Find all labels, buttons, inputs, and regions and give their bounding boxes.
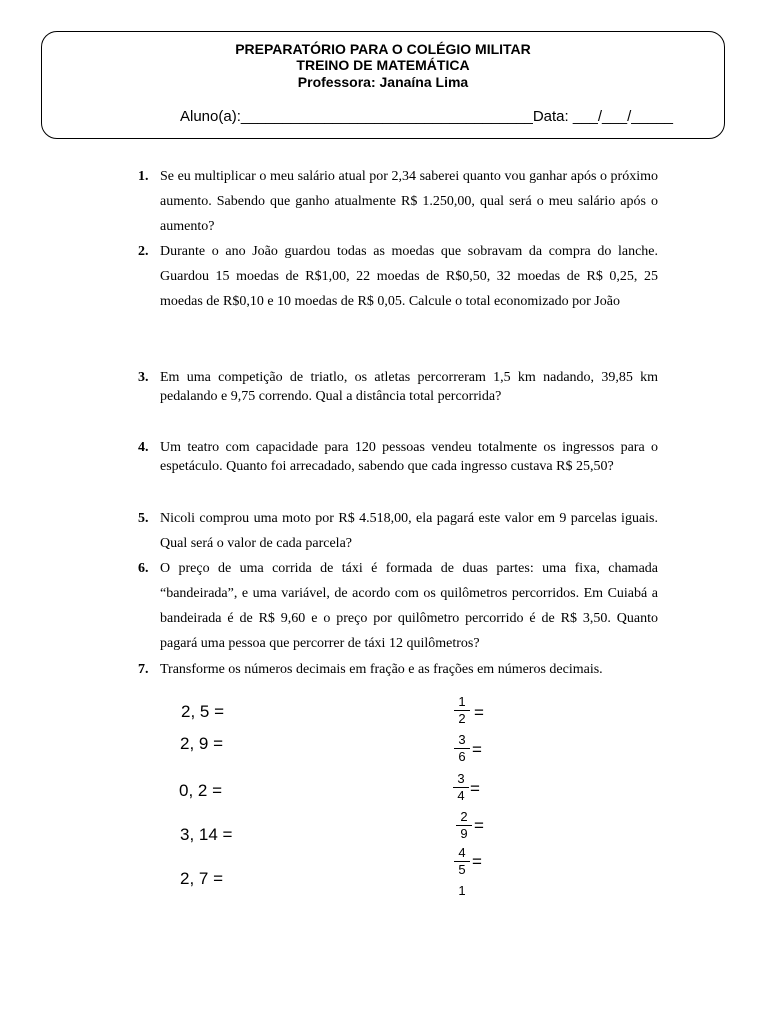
header-subtitle: TREINO DE MATEMÁTICA	[296, 57, 470, 73]
question-number: 2.	[138, 244, 149, 259]
question-number: 1.	[138, 169, 149, 184]
decimal-exercise: 0, 2 =	[179, 781, 223, 800]
fraction-numerator: 2	[460, 809, 468, 824]
fraction	[454, 733, 470, 764]
fraction	[456, 810, 472, 841]
question-text: Nicoli comprou uma moto por R$ 4.518,00, ela pagará este valor em 9 parcelas iguais. Qual será o valor de cada parcela?	[160, 511, 658, 551]
question-text: Transforme os números decimais em fração e as frações em números decimais.	[160, 662, 603, 677]
question-text: Em uma competição de triatlo, os atletas percorreram 1,5 km nadando, 39,85 km pedalando e 9,75 correndo. Qual a distância total percorrida?	[160, 370, 658, 404]
equals-sign: =	[474, 816, 484, 835]
question-text: Durante o ano João guardou todas as moedas que sobravam da compra do lanche. Guardou 15 moedas de R$1,00, 22 moedas de R$0,50, 32 moedas de R$ 0,25, 25 moedas de R$0,10 e 10 moedas de R$ 0,05. Calcule o total economizado por João	[160, 244, 658, 309]
question-text: O preço de uma corrida de táxi é formada de duas partes: uma fixa, chamada “bandeirada”, e uma variável, de acordo com os quilômetros percorridos. Em Cuiabá a bandeirada é de R$ 9,60 e o preço por quilômetro percorrido é de R$ 3,50. Quanto pagará uma pessoa que percorrer de táxi 12 quilômetros?	[160, 561, 658, 651]
question-number: 4.	[138, 440, 149, 455]
student-name-date-line[interactable]: Aluno(a):___________________________________Data: ___/___/_____	[180, 108, 673, 125]
question-number: 3.	[138, 370, 149, 385]
fraction-denominator: 9	[460, 826, 468, 841]
fraction-denominator: 2	[458, 711, 466, 726]
question-number: 7.	[138, 662, 149, 677]
question-number: 6.	[138, 561, 149, 576]
fraction-numerator-trailing: 1	[458, 883, 466, 898]
header-box	[41, 31, 725, 139]
fraction	[454, 846, 470, 877]
question-text: Se eu multiplicar o meu salário atual por 2,34 saberei quanto vou ganhar após o próximo aumento. Sabendo que ganho atualmente R$ 1.250,00, qual será o meu salário após o aumento?	[160, 169, 658, 234]
decimal-exercise: 2, 5 =	[181, 702, 225, 721]
fraction	[454, 695, 470, 726]
fraction-numerator: 4	[458, 845, 466, 860]
equals-sign: =	[470, 779, 480, 798]
fraction-numerator: 3	[457, 771, 465, 786]
fraction-numerator: 3	[458, 732, 466, 747]
header-teacher: Professora: Janaína Lima	[297, 74, 469, 90]
fraction-denominator: 4	[457, 788, 465, 803]
equals-sign: =	[472, 740, 482, 759]
equals-sign: =	[474, 703, 484, 722]
header-title: PREPARATÓRIO PARA O COLÉGIO MILITAR	[235, 41, 531, 57]
fraction-numerator: 1	[458, 694, 466, 709]
decimal-exercise: 2, 9 =	[180, 734, 224, 753]
decimal-exercise: 3, 14 =	[180, 825, 233, 844]
fraction-denominator: 6	[458, 749, 466, 764]
question-number: 5.	[138, 511, 149, 526]
fraction-denominator: 5	[458, 862, 466, 877]
equals-sign: =	[472, 852, 482, 871]
fraction	[453, 772, 469, 803]
decimal-exercise: 2, 7 =	[180, 869, 224, 888]
question-text: Um teatro com capacidade para 120 pessoas vendeu totalmente os ingressos para o espetáculo. Quanto foi arrecadado, sabendo que cada ingresso custava R$ 25,50?	[160, 440, 658, 474]
